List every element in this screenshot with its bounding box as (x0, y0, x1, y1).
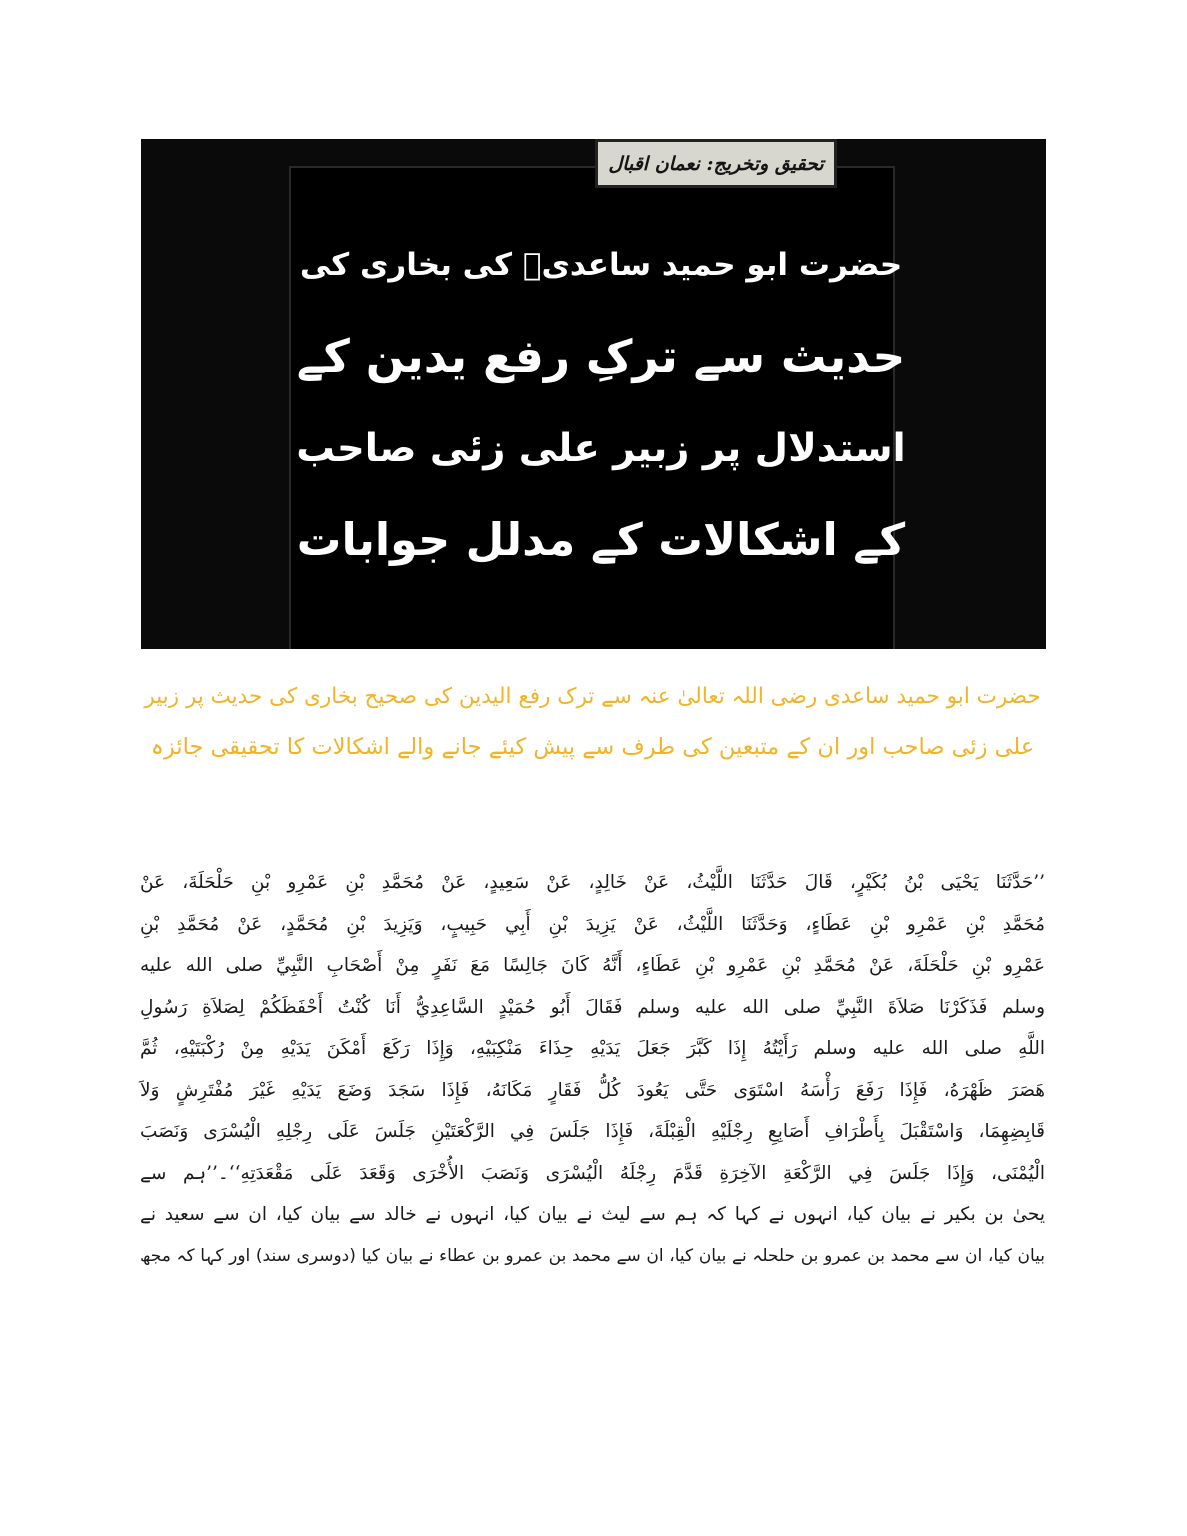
hadith-body (140, 862, 1045, 1277)
banner-title-line: کے اشکالات کے مدلل جوابات (296, 515, 906, 566)
body-line: اللَّهِ صلى الله عليه وسلم رَأَيْتُهُ إِذَا كَبَّرَ جَعَلَ يَدَيْهِ حِذَاءَ مَنْكِبَيْهِ، وَإِذَا رَكَعَ أَمْكَنَ يَدَيْهِ مِنْ رُكْبَتَيْهِ، ثُمَّ (140, 1038, 1045, 1059)
body-line: یحیٰ بن بکیر نے بیان کیا، انہوں نے کہا کہ ہم سے لیث نے بیان کیا، انہوں نے خالد سے بیان کیا، ان سے سعید نے (140, 1204, 1045, 1225)
title-banner (141, 139, 1046, 649)
body-line: بیان کیا، ان سے محمد بن عمرو بن حلحلہ نے بیان کیا، ان سے محمد بن عمرو بن عطاء نے بیان کیا (دوسری سند) اور کہا کہ مجھ (140, 1245, 1045, 1266)
body-line: الْيُمْنَى، وَإِذَا جَلَسَ فِي الرَّكْعَةِ الآخِرَةِ قَدَّمَ رِجْلَهُ الْيُسْرَى وَنَصَبَ الأُخْرَى وَقَعَدَ عَلَى مَقْعَدَتِهِ‘‘۔’’ہم سے (140, 1162, 1045, 1184)
banner-title-line: استدلال پر زبیر علی زئی صاحب (296, 426, 906, 471)
body-line: عَمْرِو بْنِ حَلْحَلَةَ، عَنْ مُحَمَّدِ بْنِ عَمْرِو بْنِ عَطَاءٍ، أَنَّهُ كَانَ جَالِسًا مَعَ نَفَرٍ مِنْ أَصْحَابِ النَّبِيِّ صلى الله عليه (140, 955, 1045, 976)
body-line: قَابِضِهِمَا، وَاسْتَقْبَلَ بِأَطْرَافِ أَصَابِعِ رِجْلَيْهِ الْقِبْلَةَ، فَإِذَا جَلَسَ فِي الرَّكْعَتَيْنِ جَلَسَ عَلَى رِجْلِهِ الْيُسْرَى وَنَصَبَ (140, 1121, 1045, 1142)
page-subtitle (140, 672, 1045, 772)
body-line: هَصَرَ ظَهْرَهُ، فَإِذَا رَفَعَ رَأْسَهُ اسْتَوَى حَتَّى يَعُودَ كُلُّ فَقَارٍ مَكَانَهُ، فَإِذَا سَجَدَ وَضَعَ يَدَيْهِ غَيْرَ مُفْتَرِشٍ وَلاَ (140, 1079, 1045, 1101)
body-line: وسلم فَذَكَرْنَا صَلاَةَ النَّبِيِّ صلى الله عليه وسلم فَقَالَ أَبُو حُمَيْدٍ السَّاعِدِيُّ أَنَا كُنْتُ أَحْفَظَكُمْ لِصَلاَةِ رَسُولِ (140, 996, 1045, 1018)
body-line: مُحَمَّدِ بْنِ عَمْرِو بْنِ عَطَاءٍ، وَحَدَّثَنَا اللَّيْثُ، عَنْ يَزِيدَ بْنِ أَبِي حَبِيبٍ، وَيَزِيدَ بْنِ مُحَمَّدٍ، عَنْ مُحَمَّدِ بْنِ (140, 913, 1045, 935)
banner-title-line: حضرت ابو حمید ساعدیؓ کی بخاری کی (299, 247, 903, 283)
subtitle-line: علی زئی صاحب اور ان کے متبعین کی طرف سے پیش کیئے جانے والے اشکالات کا تحقیقی جائزہ (150, 734, 1035, 760)
subtitle-line: حضرت ابو حمید ساعدی رضی اللہ تعالیٰ عنہ سے ترک رفع الیدین کی صحیح بخاری کی حدیث پر زبیر (144, 684, 1041, 709)
author-label: تحقیق وتخریج: نعمان اقبال (595, 139, 837, 188)
banner-title-line: حدیث سے ترکِ رفع یدین کے (296, 330, 906, 383)
body-line: ’’حَدَّثَنَا يَحْيَى بْنُ بُكَيْرٍ، قَالَ حَدَّثَنَا اللَّيْثُ، عَنْ خَالِدٍ، عَنْ سَعِيدٍ، عَنْ مُحَمَّدِ بْنِ عَمْرِو بْنِ حَلْحَلَةَ، عَنْ (140, 872, 1045, 893)
banner-title (291, 219, 911, 587)
